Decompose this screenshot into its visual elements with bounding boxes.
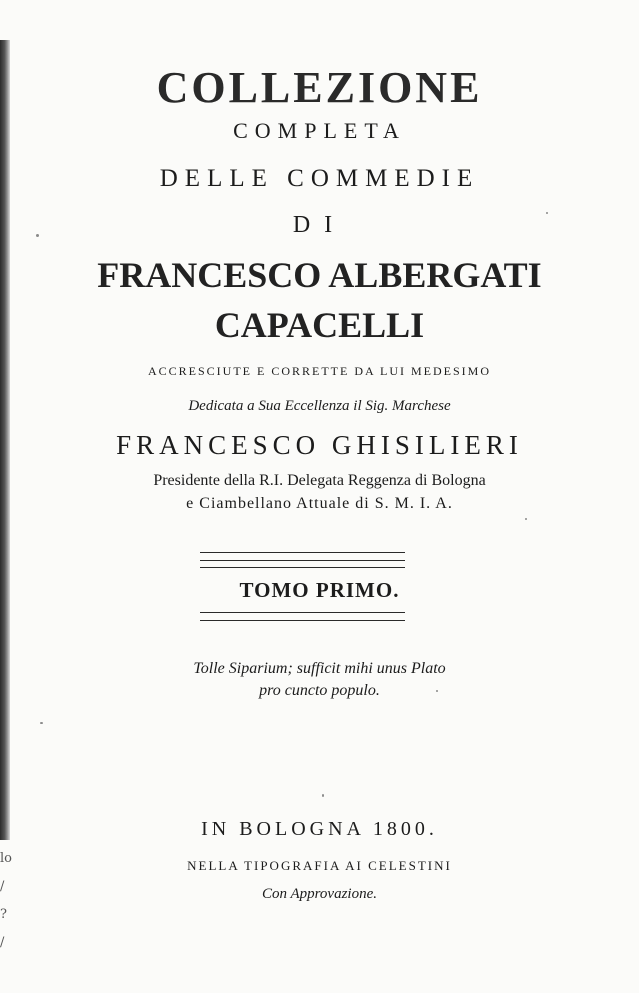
title-sub-completa: COMPLETA <box>233 118 406 143</box>
ornamental-rule <box>200 567 405 568</box>
paper-speck <box>436 690 438 692</box>
title-main: COLLEZIONE <box>156 63 483 112</box>
dedicatee-role-2: e Ciambellano Attuale di S. M. I. A. <box>186 495 453 512</box>
subtitle-accresciute: ACCRESCIUTE E CORRETTE DA LUI MEDESIMO <box>148 364 491 378</box>
ornamental-rule <box>200 612 405 613</box>
dedication: Dedicata a Sua Eccellenza il Sig. Marchese <box>188 398 451 414</box>
volume-label: TOMO PRIMO. <box>239 578 400 602</box>
paper-speck <box>525 518 527 520</box>
title-sub-commedie: DELLE COMMEDIE <box>159 165 480 192</box>
margin-marks: lo / ? / <box>0 851 12 950</box>
paper-speck <box>40 722 43 724</box>
author-surname: CAPACELLI <box>214 305 425 345</box>
ornamental-rule <box>200 560 405 561</box>
ornamental-rule <box>200 552 405 553</box>
dedicatee-role-1: Presidente della R.I. Delegata Reggenza di Bologna <box>153 472 486 489</box>
paper-speck <box>322 794 324 797</box>
title-di: DI <box>292 212 347 238</box>
motto-line-1: Tolle Siparium; sufficit mihi unus Plato <box>193 660 446 677</box>
imprint-printer: NELLA TIPOGRAFIA AI CELESTINI <box>187 858 452 873</box>
dedicatee-name: FRANCESCO GHISILIERI <box>116 430 523 460</box>
imprint-approval: Con Approvazione. <box>262 886 377 902</box>
paper-speck <box>36 234 39 237</box>
author-name: FRANCESCO ALBERGATI <box>97 255 542 295</box>
paper-speck <box>546 212 548 214</box>
ornamental-rule <box>200 620 405 621</box>
imprint-place-date: IN BOLOGNA 1800. <box>201 818 438 840</box>
motto-line-2: pro cuncto populo. <box>259 682 380 699</box>
